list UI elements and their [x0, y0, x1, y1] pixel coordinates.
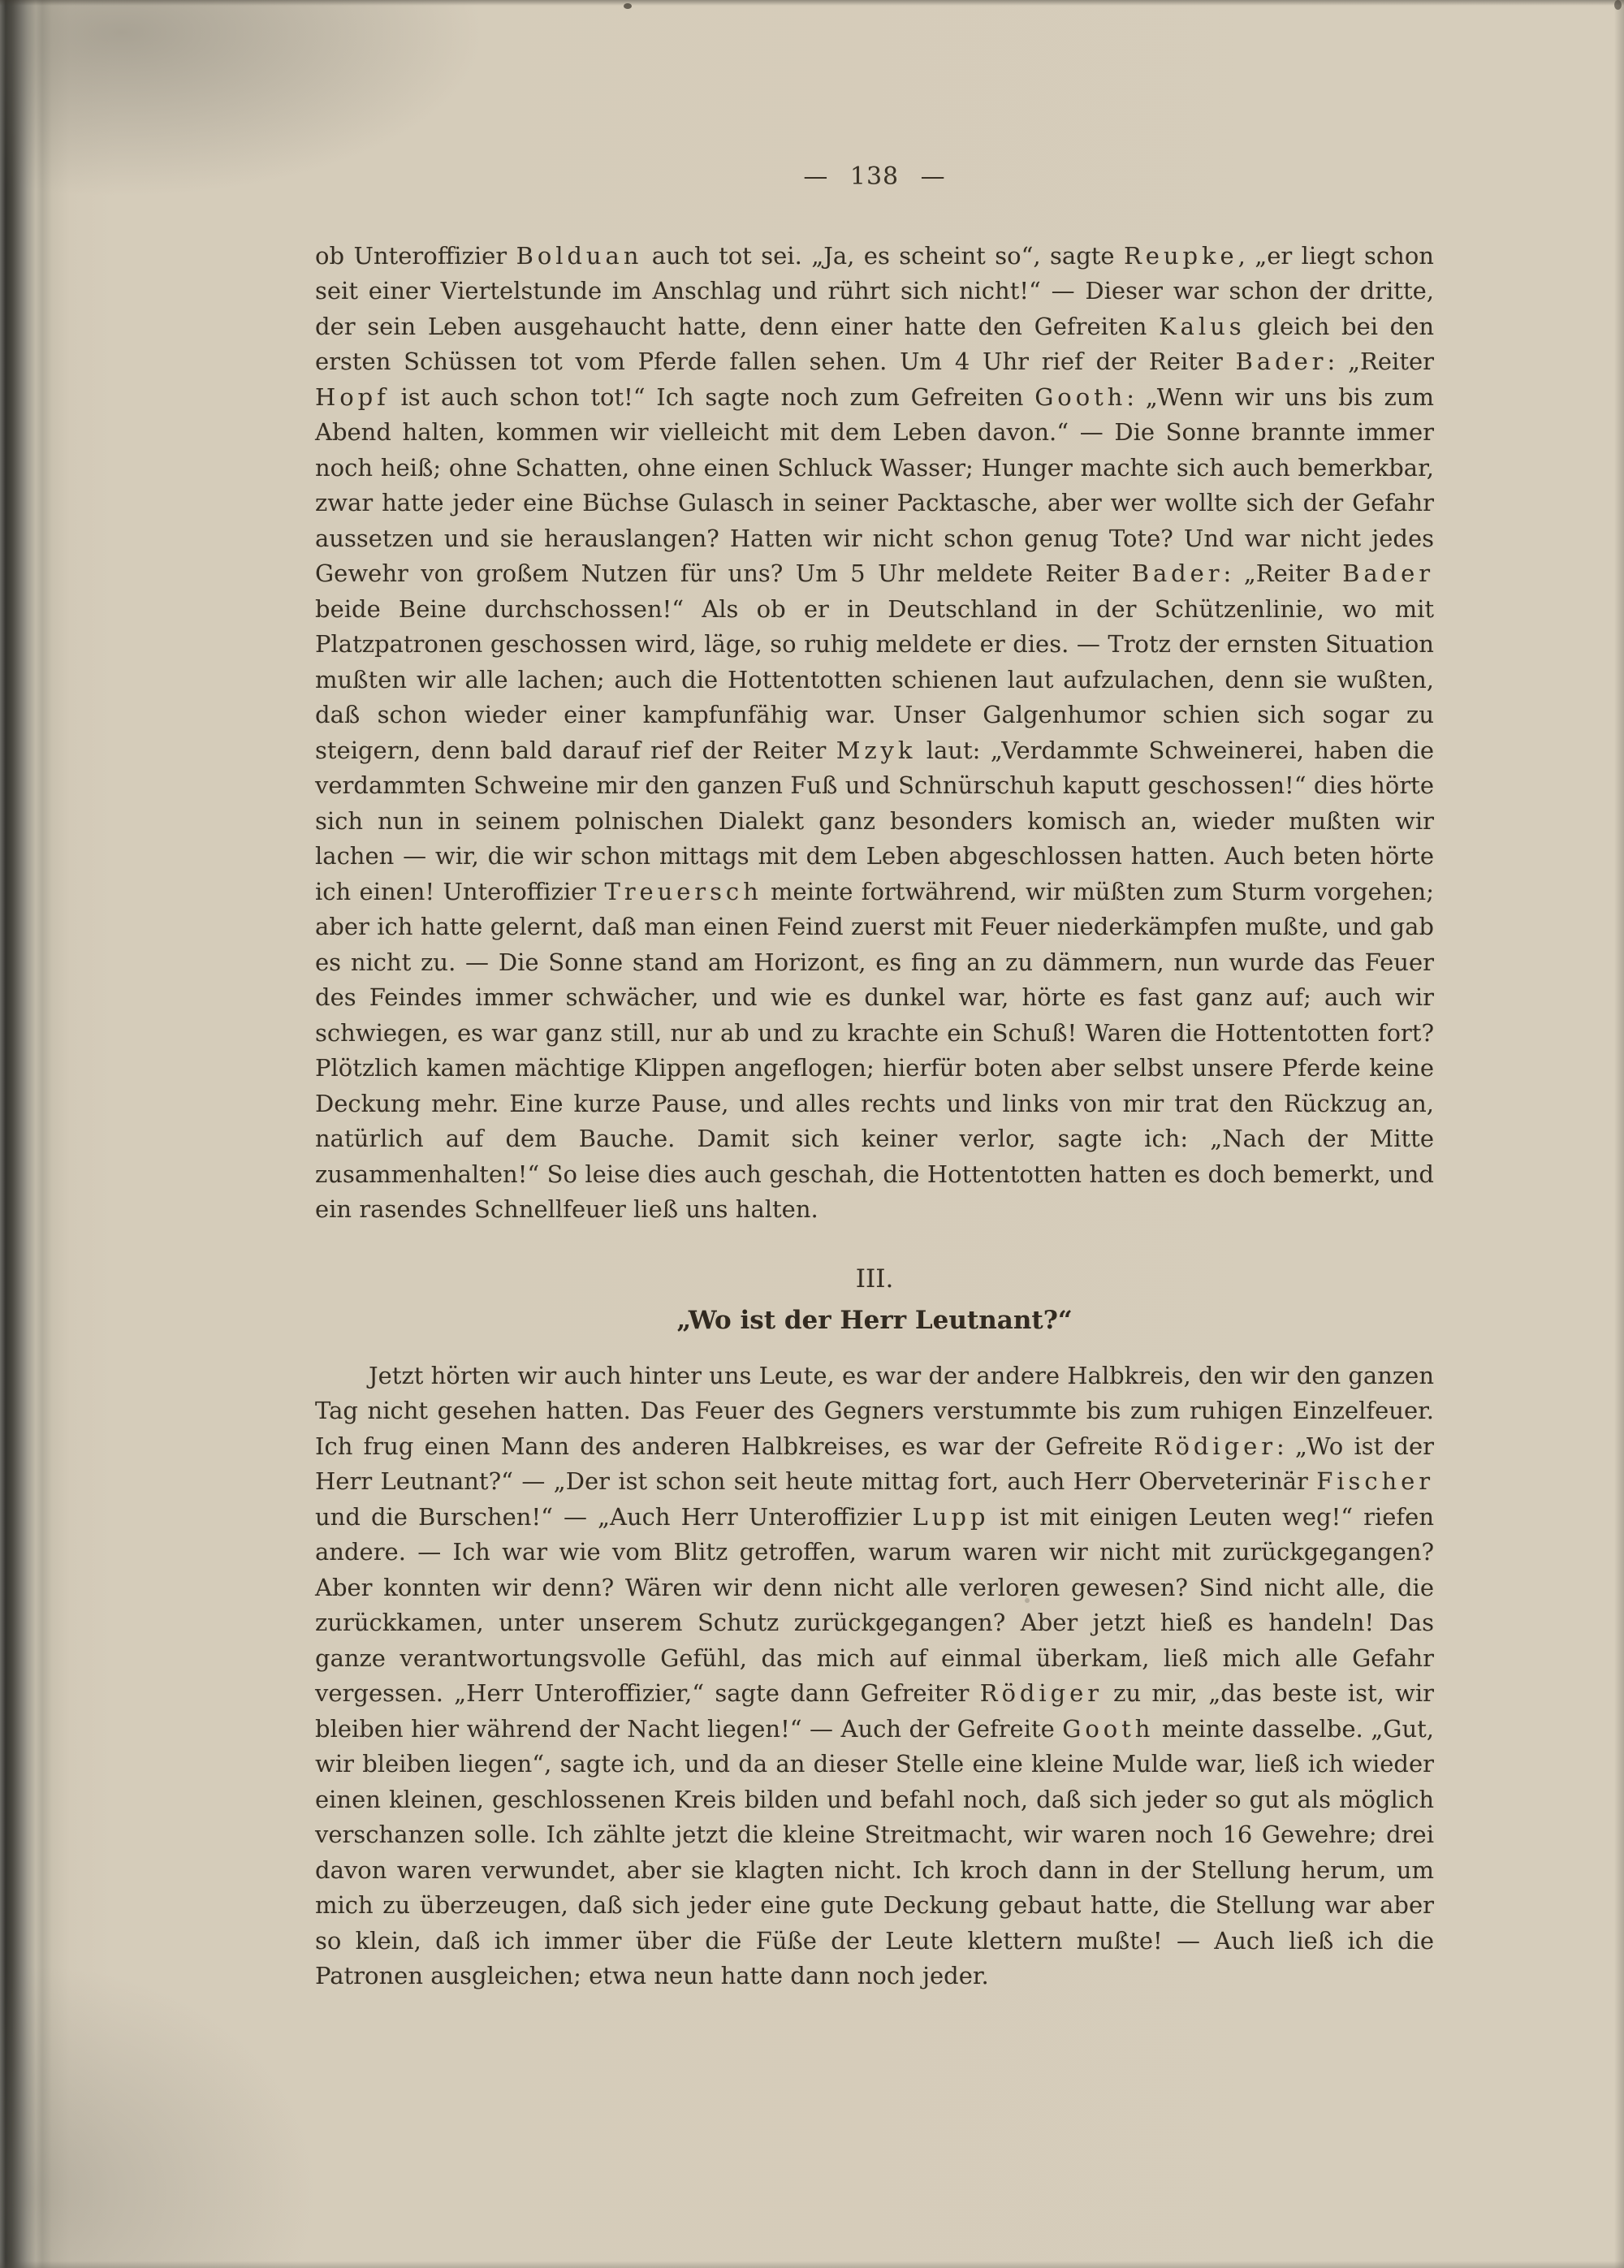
text-run: : „Reiter — [1223, 559, 1343, 587]
emphasized-name: Mzyk — [836, 736, 917, 764]
text-run: : „Wenn wir uns bis zum Abend halten, kommen wir vielleicht mit dem Leben davon.“ — Die Sonne brannte immer noch heiß; ohne Schatten, ohne einen Schluck Wasser; Hunger machte sich auch bemerkbar, zwar hatte jeder eine Büchse Gulasch in seiner Packtasche, aber wer wollte sich der Gefahr aussetzen und sie herauslangen? Hatten wir nicht schon genug Tote? Und war nicht jedes Gewehr von großem Nutzen für uns? Um 5 Uhr meldete Reiter — [315, 382, 1434, 587]
emphasized-name: Hopf — [315, 382, 390, 411]
emphasized-name: Bader — [1131, 559, 1224, 587]
chapter-number-heading: III. — [855, 1264, 894, 1294]
emphasized-name: Rödiger — [979, 1679, 1103, 1707]
emphasized-name: Reupke — [1124, 241, 1238, 270]
emphasized-name: Rödiger — [1153, 1432, 1276, 1460]
text-run: zu mir, „das beste ist, wir bleiben hier während der Nacht liegen!“ — Auch der Gefreite — [315, 1679, 1434, 1743]
binding-edge — [0, 0, 57, 2268]
text-run: gleich bei den ersten Schüssen tot vom Pferde fallen sehen. Um 4 Uhr rief der Reiter — [315, 312, 1434, 375]
emphasized-name: Lupp — [912, 1502, 990, 1531]
text-run: auch tot sei. „Ja, es scheint so“, sagte — [642, 241, 1125, 270]
paper-blemish — [1614, 0, 1622, 10]
text-run: ob Unteroffizier — [315, 241, 516, 270]
chapter-title-heading: „Wo ist der Herr Leutnant?“ — [676, 1306, 1073, 1335]
text-run: meinte fortwährend, wir müßten zum Sturm vorgehen; aber ich hatte gelernt, daß man einen Feind zuerst mit Feuer niederkämpfen mußte, und gab es nicht zu. — Die Sonne stand am Horizont, es fing an zu dämmern, nun wurde das Feuer des Feindes immer schwächer, und wie es dunkel war, hörte es fast ganz auf; auch wir schwiegen, es war ganz still, nur ab und zu krachte ein Schuß! Waren die Hottentotten fort? Plötzlich kamen mächtige Klippen angeflogen; hierfür boten aber selbst unsere Pferde keine Deckung mehr. Eine kurze Pause, und alles rechts und links von mir trat den Rückzug an, natürlich auf dem Bauche. Damit sich keiner verlor, sagte ich: „Nach der Mitte zusammenhalten!“ So leise dies auch geschah, die Hottentotten hatten es doch bemerkt, und ein rasendes Schnellfeuer ließ uns halten. — [315, 877, 1434, 1223]
emphasized-name: Bolduan — [516, 241, 643, 270]
text-run: : „Wo ist der Herr Leutnant?“ — „Der ist schon seit heute mittag fort, auch Herr Oberveterinär — [315, 1432, 1434, 1495]
text-run: ist auch schon tot!“ Ich sagte noch zum Gefreiten — [389, 382, 1035, 411]
emphasized-name: Bader — [1235, 348, 1328, 375]
text-run: : „Reiter — [1327, 348, 1434, 375]
text-run: ist mit einigen Leuten weg!“ riefen andere. — Ich war wie vom Blitz getroffen, warum waren wir nicht mit zurückgegangen? Aber konnten wir denn? Wären wir denn nicht alle verloren gewesen? Sind nicht alle, die zurückkamen, unter unserem Schutz zurückgegangen? Aber jetzt hieß es handeln! Das ganze verantwortungsvolle Gefühl, das mich auf einmal überkam, ließ mich alle Gefahr vergessen. „Herr Unteroffizier,“ sagte dann Gefreiter — [315, 1502, 1434, 1707]
emphasized-name: Treuersch — [604, 877, 762, 905]
emphasized-name: Bader — [1342, 559, 1434, 587]
page-text-block — [315, 159, 1434, 1994]
emphasized-name: Fischer — [1316, 1467, 1434, 1495]
text-run: und die Burschen!“ — „Auch Herr Unteroffizier — [315, 1502, 913, 1531]
text-run: , „er liegt schon seit einer Viertelstunde im Anschlag und rührt sich nicht!“ — Dieser war schon der dritte, der sein Leben ausgehaucht hatte, denn einer hatte den Gefreiten — [315, 241, 1434, 340]
emphasized-name: Kalus — [1159, 312, 1246, 340]
chapter-paragraph — [315, 1359, 1434, 1994]
text-run: laut: „Verdammte Schweinerei, haben die verdammten Schweine mir den ganzen Fuß und Schnürschuh kaputt geschossen!“ dies hörte sich nun in seinem polnischen Dialekt ganz besonders komisch an, wieder mußten wir lachen — wir, die wir schon mittags mit dem Leben abgeschlossen hatten. Auch beten hörte ich einen! Unteroffizier — [315, 736, 1435, 905]
text-run: beide Beine durchschossen!“ Als ob er in Deutschland in der Schützenlinie, wo mit Platzpatronen geschossen wird, läge, so ruhig meldete er dies. — Trotz der ernsten Situation mußten wir alle lachen; auch die Hottentotten schienen laut aufzulachen, denn sie wußten, daß schon wieder einer kampfunfähig war. Unser Galgenhumor schien sich sogar zu steigern, denn bald darauf rief der Reiter — [315, 594, 1434, 764]
continuation-paragraph — [315, 239, 1434, 1228]
emphasized-name: Gooth — [1062, 1714, 1155, 1743]
page-number: — 138 — — [803, 162, 946, 191]
text-run: Jetzt hörten wir auch hinter uns Leute, es war der andere Halbkreis, den wir den ganzen Tag nicht gesehen hatten. Das Feuer des Gegners verstummte bis zum ruhigen Einzelfeuer. Ich frug einen Mann des anderen Halbkreises, es war der Gefreite — [315, 1361, 1434, 1460]
paper-blemish — [624, 3, 632, 9]
emphasized-name: Gooth — [1034, 382, 1127, 411]
text-run: meinte dasselbe. „Gut, wir bleiben liegen“, sagte ich, und da an dieser Stelle eine kleine Mulde war, ließ ich wieder einen kleinen, geschlossenen Kreis bilden und befahl noch, daß sich jeder so gut als möglich verschanzen solle. Ich zählte jetzt die kleine Streitmacht, wir waren noch 16 Gewehre; drei davon waren verwundet, aber sie klagten nicht. Ich kroch dann in der Stellung herum, um mich zu überzeugen, daß sich jeder eine gute Deckung gebaut hatte, die Stellung war aber so klein, daß ich immer über die Füße der Leute klettern mußte! — Auch ließ ich die Patronen ausgleichen; etwa neun hatte dann noch jeder. — [315, 1714, 1434, 1989]
